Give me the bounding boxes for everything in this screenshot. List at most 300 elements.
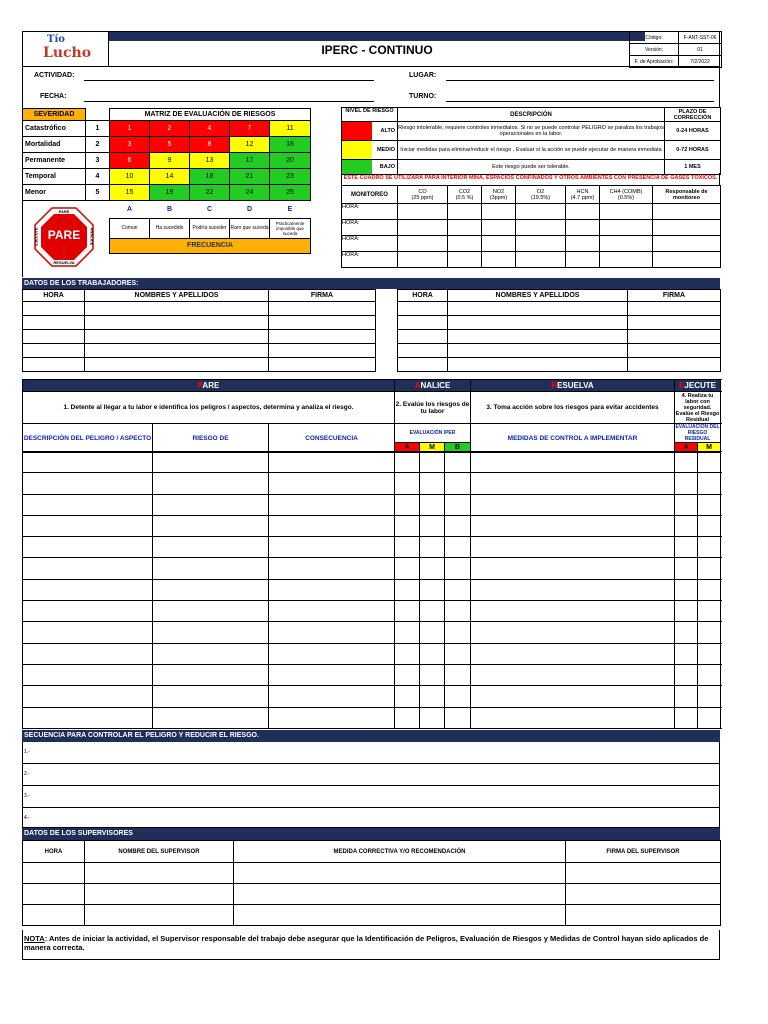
residual-m: M <box>698 443 721 453</box>
pare-cell[interactable] <box>420 686 445 707</box>
pare-cell[interactable] <box>153 601 269 622</box>
sup-cell[interactable] <box>23 863 85 884</box>
pare-cell[interactable] <box>445 537 471 558</box>
lugar-field[interactable] <box>446 80 714 81</box>
pare-cell[interactable] <box>471 473 675 494</box>
pare-cell[interactable] <box>675 601 698 622</box>
worker-cell[interactable] <box>448 358 628 372</box>
gas-limit: (0.5%) <box>617 194 635 201</box>
pare-cell[interactable] <box>23 515 153 536</box>
pare-cell[interactable] <box>269 707 395 728</box>
pare-cell[interactable] <box>471 686 675 707</box>
matrix-cell: 23 <box>270 169 311 185</box>
pare-cell[interactable] <box>698 622 721 643</box>
pare-cell[interactable] <box>420 622 445 643</box>
matrix-cell: 4 <box>190 121 230 137</box>
reading-cell[interactable] <box>600 252 653 268</box>
pare-cell[interactable] <box>471 515 675 536</box>
pare-cell[interactable] <box>395 643 420 664</box>
sup-cell[interactable] <box>23 884 85 905</box>
worker-cell[interactable] <box>448 302 628 316</box>
pare-cell[interactable] <box>269 452 395 473</box>
pare-cell[interactable] <box>153 494 269 515</box>
pare-cell[interactable] <box>269 643 395 664</box>
turno-field[interactable] <box>446 101 714 102</box>
pare-cell[interactable] <box>445 452 471 473</box>
pare-initial: P <box>197 381 203 390</box>
pare-cell[interactable] <box>420 537 445 558</box>
worker-cell[interactable] <box>398 358 448 372</box>
worker-cell[interactable] <box>398 302 448 316</box>
sup-cell[interactable] <box>234 863 566 884</box>
monitoreo-header: MONITOREO <box>342 186 398 204</box>
pare-cell[interactable] <box>675 707 698 728</box>
freq-desc: Ha sucedido <box>150 218 190 238</box>
worker-cell[interactable] <box>23 302 85 316</box>
reading-cell[interactable] <box>448 252 482 268</box>
pare-cell[interactable] <box>698 473 721 494</box>
pare-cell[interactable] <box>23 537 153 558</box>
pare-cell[interactable] <box>395 579 420 600</box>
worker-cell[interactable] <box>23 358 85 372</box>
pare-cell[interactable] <box>420 558 445 579</box>
actividad-field[interactable] <box>84 80 374 81</box>
reading-cell[interactable] <box>566 220 600 236</box>
workers-table-left <box>22 289 376 372</box>
workers-firma-header: FIRMA <box>628 290 721 302</box>
pare-cell[interactable] <box>445 494 471 515</box>
pare-cell[interactable] <box>698 452 721 473</box>
hora-label: HORA: <box>342 220 398 236</box>
severity-label: Temporal <box>23 169 86 185</box>
riesgo-header: RIESGO DE <box>153 424 269 453</box>
reading-cell[interactable] <box>482 252 516 268</box>
pare-cell[interactable] <box>420 452 445 473</box>
pare-cell[interactable] <box>269 686 395 707</box>
pare-cell[interactable] <box>269 473 395 494</box>
pare-cell[interactable] <box>675 622 698 643</box>
reading-cell[interactable] <box>448 220 482 236</box>
pare-cell[interactable] <box>698 686 721 707</box>
resuelva-header <box>471 380 675 392</box>
bajo-desc: Este riesgo puede ser tolerable. <box>398 160 665 175</box>
workers-section-title: DATOS DE LOS TRABAJADORES: <box>22 278 720 289</box>
analice-rest: NALICE <box>420 381 451 390</box>
sup-cell[interactable] <box>234 905 566 926</box>
pare-cell[interactable] <box>420 473 445 494</box>
pare-cell[interactable] <box>675 537 698 558</box>
gas-limit: (4.7 ppm) <box>570 194 595 201</box>
freq-letter: E <box>287 205 293 213</box>
pare-cell[interactable] <box>445 579 471 600</box>
pare-cell[interactable] <box>153 515 269 536</box>
reading-cell[interactable] <box>516 252 566 268</box>
footer-note <box>22 930 720 960</box>
note-label: NOTA <box>24 934 45 943</box>
pare-cell[interactable] <box>153 452 269 473</box>
iper-m: M <box>420 443 445 453</box>
logo-text-line2: Lucho <box>43 45 92 61</box>
worker-cell[interactable] <box>85 358 269 372</box>
form-header <box>22 31 720 67</box>
pare-cell[interactable] <box>153 686 269 707</box>
pare-cell[interactable] <box>675 473 698 494</box>
secuencia-item[interactable] <box>23 742 719 764</box>
analice-instruction: 2. Evalúe los riesgos de tu labor <box>395 392 471 424</box>
pare-cell[interactable] <box>269 664 395 685</box>
pare-cell[interactable] <box>471 622 675 643</box>
pare-cell[interactable] <box>395 515 420 536</box>
pare-cell[interactable] <box>420 643 445 664</box>
pare-cell[interactable] <box>471 643 675 664</box>
worker-cell[interactable] <box>85 344 269 358</box>
responsable-header: Responsable de monitoreo <box>653 186 721 204</box>
matrix-cell: 6 <box>110 153 150 169</box>
consecuencia-header: CONSECUENCIA <box>269 424 395 453</box>
pare-cell[interactable] <box>23 707 153 728</box>
header-bar <box>109 32 645 41</box>
analice-header <box>395 380 471 392</box>
severity-number: 1 <box>86 121 110 137</box>
table-row <box>398 330 721 344</box>
table-row <box>23 622 721 643</box>
pare-cell[interactable] <box>269 515 395 536</box>
pare-cell[interactable] <box>395 622 420 643</box>
reading-cell[interactable] <box>448 204 482 220</box>
secuencia-item-label: 3.- <box>24 793 30 799</box>
pare-cell[interactable] <box>395 707 420 728</box>
pare-cell[interactable] <box>395 473 420 494</box>
reading-cell[interactable] <box>398 220 448 236</box>
codigo-value: F-ANT-SST-06 <box>679 32 722 44</box>
plazo-header: PLAZO DE CORRECCIÓN <box>665 108 721 122</box>
pare-cell[interactable] <box>420 515 445 536</box>
pare-cell[interactable] <box>395 537 420 558</box>
gas-name: HCN <box>576 188 589 195</box>
freq-desc: Podría suceder <box>190 218 230 238</box>
freq-letter: B <box>166 205 173 213</box>
stop-sign-top: PARE <box>58 209 70 214</box>
pare-cell[interactable] <box>269 601 395 622</box>
pare-cell[interactable] <box>675 452 698 473</box>
secuencia-item[interactable] <box>23 786 719 808</box>
pare-cell[interactable] <box>153 537 269 558</box>
pare-cell[interactable] <box>269 622 395 643</box>
pare-cell[interactable] <box>153 664 269 685</box>
sup-firma-header: FIRMA DEL SUPERVISOR <box>566 841 721 863</box>
pare-cell[interactable] <box>153 558 269 579</box>
reading-cell[interactable] <box>398 204 448 220</box>
eval-iper-header: EVALUACIÓN IPER <box>395 424 471 443</box>
pare-cell[interactable] <box>269 494 395 515</box>
supervisors-table <box>22 840 721 926</box>
pare-cell[interactable] <box>23 601 153 622</box>
reading-cell[interactable] <box>600 236 653 252</box>
worker-cell[interactable] <box>448 330 628 344</box>
reading-cell[interactable] <box>600 220 653 236</box>
secuencia-title: SECUENCIA PARA CONTROLAR EL PELIGRO Y REDUCIR EL RIESGO. <box>22 730 720 742</box>
worker-cell[interactable] <box>398 330 448 344</box>
pare-cell[interactable] <box>471 452 675 473</box>
matrix-cell: 18 <box>190 169 230 185</box>
worker-cell[interactable] <box>628 330 721 344</box>
table-row <box>23 863 721 884</box>
matrix-cell: 20 <box>270 153 311 169</box>
reading-cell[interactable] <box>516 220 566 236</box>
pare-cell[interactable] <box>445 643 471 664</box>
medio-label: MEDIO <box>376 147 395 153</box>
alto-swatch <box>342 122 372 140</box>
pare-cell[interactable] <box>153 622 269 643</box>
workers-hora-header: HORA <box>23 290 85 302</box>
pare-cell[interactable] <box>23 452 153 473</box>
reading-cell[interactable] <box>482 204 516 220</box>
freq-letter: C <box>206 205 213 213</box>
reading-cell[interactable] <box>398 252 448 268</box>
pare-cell[interactable] <box>471 601 675 622</box>
pare-cell[interactable] <box>23 643 153 664</box>
pare-cell[interactable] <box>269 579 395 600</box>
pare-cell[interactable] <box>471 494 675 515</box>
gas-name: O2 <box>536 188 545 195</box>
pare-cell[interactable] <box>698 558 721 579</box>
matrix-cell: 12 <box>230 137 270 153</box>
pare-cell[interactable] <box>445 473 471 494</box>
company-logo <box>23 32 109 66</box>
pare-cell[interactable] <box>445 707 471 728</box>
reading-cell[interactable] <box>653 204 721 220</box>
pare-cell[interactable] <box>23 622 153 643</box>
iper-b: B <box>445 443 471 453</box>
table-row <box>23 707 721 728</box>
codigo-label: Código: <box>630 32 679 44</box>
fecha-field[interactable] <box>84 101 374 102</box>
table-row <box>23 344 376 358</box>
gas-name: CH4 (COMB) <box>609 188 643 195</box>
workers-table-right <box>397 289 721 372</box>
pare-cell[interactable] <box>395 686 420 707</box>
freq-letter: A <box>126 205 133 213</box>
pare-cell[interactable] <box>23 686 153 707</box>
sup-cell[interactable] <box>566 863 721 884</box>
pare-cell[interactable] <box>420 494 445 515</box>
reading-cell[interactable] <box>566 236 600 252</box>
desc-peligro-header: DESCRIPCIÓN DEL PELIGRO / ASPECTO <box>23 424 153 453</box>
reading-cell[interactable] <box>398 236 448 252</box>
pare-cell[interactable] <box>395 452 420 473</box>
matrix-row <box>23 153 311 169</box>
sup-cell[interactable] <box>566 905 721 926</box>
worker-cell[interactable] <box>448 344 628 358</box>
worker-cell[interactable] <box>85 330 269 344</box>
gas-limit: (3ppm) <box>489 194 508 201</box>
gas-name: CO2 <box>458 188 471 195</box>
severity-label: Menor <box>23 185 86 201</box>
pare-cell[interactable] <box>153 579 269 600</box>
turno-label: TURNO: <box>409 93 437 100</box>
matrix-row <box>23 137 311 153</box>
pare-cell[interactable] <box>153 473 269 494</box>
hora-label: HORA: <box>342 236 398 252</box>
pare-cell[interactable] <box>675 686 698 707</box>
sup-cell[interactable] <box>85 884 234 905</box>
worker-cell[interactable] <box>23 344 85 358</box>
pare-cell[interactable] <box>471 579 675 600</box>
alto-plazo: 0-24 HORAS <box>665 122 721 141</box>
reading-cell[interactable] <box>566 252 600 268</box>
reading-cell[interactable] <box>653 220 721 236</box>
pare-cell[interactable] <box>698 664 721 685</box>
pare-cell[interactable] <box>420 601 445 622</box>
severity-label: Catastrófico <box>23 121 86 137</box>
worker-cell[interactable] <box>23 316 85 330</box>
reading-cell[interactable] <box>482 220 516 236</box>
reading-cell[interactable] <box>482 236 516 252</box>
pare-cell[interactable] <box>675 494 698 515</box>
residual-a: A <box>675 443 698 453</box>
pare-cell[interactable] <box>420 664 445 685</box>
pare-cell[interactable] <box>675 664 698 685</box>
severity-number: 5 <box>86 185 110 201</box>
pare-cell[interactable] <box>395 558 420 579</box>
secuencia-item[interactable] <box>23 764 719 786</box>
sup-cell[interactable] <box>85 905 234 926</box>
pare-cell[interactable] <box>445 601 471 622</box>
worker-cell[interactable] <box>85 316 269 330</box>
worker-cell[interactable] <box>628 302 721 316</box>
pare-cell[interactable] <box>269 537 395 558</box>
pare-cell[interactable] <box>23 558 153 579</box>
reading-cell[interactable] <box>516 236 566 252</box>
hora-label: HORA: <box>342 252 398 268</box>
pare-table <box>22 379 721 453</box>
pare-cell[interactable] <box>395 494 420 515</box>
severity-number: 2 <box>86 137 110 153</box>
pare-cell[interactable] <box>23 664 153 685</box>
pare-instruction: 1. Detente al llegar a tu labor e identifica los peligros / aspectos, determina y analiza el riesgo. <box>23 392 395 424</box>
stop-sign-bottom: RESUELVA <box>53 260 75 265</box>
worker-cell[interactable] <box>23 330 85 344</box>
bajo-swatch <box>342 160 372 174</box>
pare-cell[interactable] <box>445 686 471 707</box>
reading-cell[interactable] <box>600 204 653 220</box>
pare-rows <box>22 451 720 729</box>
pare-cell[interactable] <box>698 643 721 664</box>
pare-cell[interactable] <box>698 601 721 622</box>
medio-desc: Iniciar medidas para eliminar/reducir el riesgo . Evaluar si la acción se puede ejecutar de manera inmediata <box>398 141 665 160</box>
pare-cell[interactable] <box>675 558 698 579</box>
worker-cell[interactable] <box>269 316 376 330</box>
pare-cell[interactable] <box>698 537 721 558</box>
ejecute-header <box>675 380 721 392</box>
pare-cell[interactable] <box>698 494 721 515</box>
table-row <box>23 358 376 372</box>
pare-cell[interactable] <box>445 558 471 579</box>
aprob-label: F. de Aprobación: <box>630 56 679 68</box>
pare-cell[interactable] <box>698 515 721 536</box>
pare-cell[interactable] <box>471 707 675 728</box>
bajo-plazo: 1 MES <box>665 160 721 175</box>
medio-plazo: 0-72 HORAS <box>665 141 721 160</box>
pare-cell[interactable] <box>153 643 269 664</box>
pare-cell[interactable] <box>23 494 153 515</box>
reading-cell[interactable] <box>448 236 482 252</box>
matrix-cell: 9 <box>150 153 190 169</box>
risk-level-table <box>341 107 721 175</box>
resuelva-rest: ESUELVA <box>557 381 594 390</box>
worker-cell[interactable] <box>398 316 448 330</box>
table-row <box>23 643 721 664</box>
pare-cell[interactable] <box>395 601 420 622</box>
worker-cell[interactable] <box>269 358 376 372</box>
sup-cell[interactable] <box>85 863 234 884</box>
bajo-label: BAJO <box>379 164 395 170</box>
worker-cell[interactable] <box>398 344 448 358</box>
pare-cell[interactable] <box>420 707 445 728</box>
matrix-cell: 8 <box>190 137 230 153</box>
reading-cell[interactable] <box>516 204 566 220</box>
gas-name: NO2 <box>492 188 505 195</box>
matrix-cell: 17 <box>230 153 270 169</box>
pare-cell[interactable] <box>445 515 471 536</box>
reading-cell[interactable] <box>653 252 721 268</box>
reading-cell[interactable] <box>653 236 721 252</box>
pare-cell[interactable] <box>698 579 721 600</box>
sup-cell[interactable] <box>23 905 85 926</box>
worker-cell[interactable] <box>628 358 721 372</box>
reading-cell[interactable] <box>566 204 600 220</box>
pare-cell[interactable] <box>269 558 395 579</box>
desc-header: DESCRIPCIÓN <box>398 108 665 122</box>
matrix-row <box>23 185 311 201</box>
stop-sign <box>34 207 94 267</box>
worker-cell[interactable] <box>628 316 721 330</box>
pare-cell[interactable] <box>153 707 269 728</box>
pare-cell[interactable] <box>698 707 721 728</box>
sup-cell[interactable] <box>566 884 721 905</box>
sup-cell[interactable] <box>234 884 566 905</box>
severity-number: 3 <box>86 153 110 169</box>
pare-cell[interactable] <box>420 579 445 600</box>
worker-cell[interactable] <box>269 344 376 358</box>
sup-medida-header: MEDIDA CORRECTIVA Y/O RECOMENDACIÓN <box>234 841 566 863</box>
gas-header-hcn <box>566 186 600 204</box>
pare-cell[interactable] <box>445 664 471 685</box>
worker-cell[interactable] <box>85 302 269 316</box>
pare-cell[interactable] <box>675 515 698 536</box>
pare-cell[interactable] <box>23 579 153 600</box>
workers-nombres-header: NOMBRES Y APELLIDOS <box>85 290 269 302</box>
pare-cell[interactable] <box>675 579 698 600</box>
secuencia-item[interactable] <box>23 808 719 828</box>
worker-cell[interactable] <box>448 316 628 330</box>
pare-cell[interactable] <box>445 622 471 643</box>
pare-cell[interactable] <box>471 664 675 685</box>
gas-header-ch4 <box>600 186 653 204</box>
pare-cell[interactable] <box>23 473 153 494</box>
pare-cell[interactable] <box>675 643 698 664</box>
worker-cell[interactable] <box>269 330 376 344</box>
secuencia-item-label: 4.- <box>24 815 30 821</box>
worker-cell[interactable] <box>628 344 721 358</box>
pare-cell[interactable] <box>395 664 420 685</box>
severity-header: SEVERIDAD <box>23 109 86 121</box>
worker-cell[interactable] <box>269 302 376 316</box>
pare-cell[interactable] <box>471 537 675 558</box>
fecha-label: FECHA: <box>40 93 67 100</box>
pare-cell[interactable] <box>471 558 675 579</box>
table-row <box>398 358 721 372</box>
